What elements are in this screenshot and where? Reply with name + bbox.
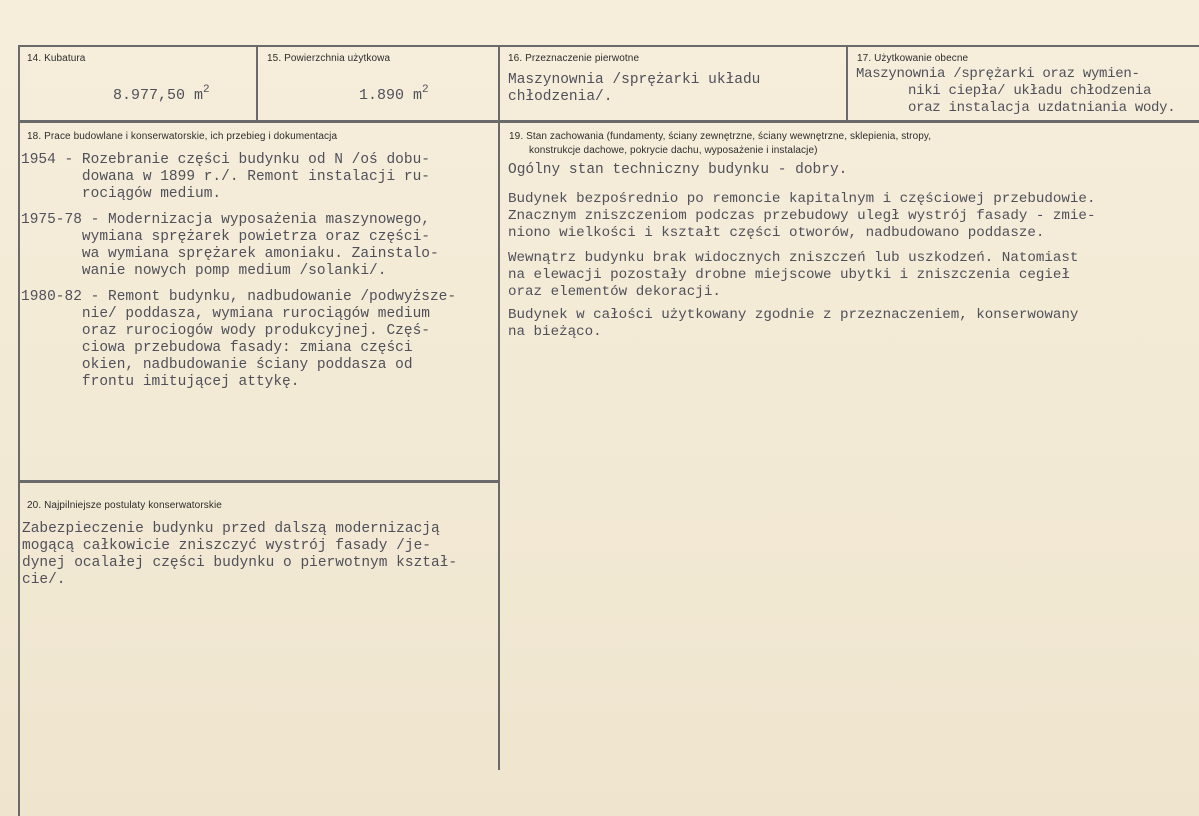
field-19-label-line-2: konstrukcje dachowe, pokrycie dachu, wyposażenie i instalacje) bbox=[529, 145, 818, 156]
row1-bottom-border bbox=[18, 120, 1199, 123]
field-16-line-2: chłodzenia/. bbox=[508, 89, 613, 105]
field-14-value bbox=[113, 84, 210, 104]
f19-p2-line-1: Budynek bezpośrednio po remoncie kapitalnym i częściowej przebudowie. bbox=[508, 191, 1096, 207]
left-border bbox=[18, 45, 20, 816]
entry-1954-line-1: 1954 - Rozebranie części budynku od N /oś dobu- bbox=[21, 152, 430, 168]
entry-1980-line-2: nie/ poddasza, wymiana rurociągów medium bbox=[21, 306, 430, 322]
top-border bbox=[18, 45, 1199, 47]
col-divider-3 bbox=[846, 45, 848, 122]
f20-line-1: Zabezpieczenie budynku przed dalszą modernizacją bbox=[22, 521, 440, 537]
section-divider bbox=[18, 480, 498, 483]
f19-p3-line-2: na elewacji pozostały drobne miejscowe ubytki i zniszczenia cegieł bbox=[508, 267, 1070, 283]
entry-1980-line-1: 1980-82 - Remont budynku, nadbudowanie /podwyższe- bbox=[21, 289, 457, 305]
field-15-value bbox=[359, 84, 429, 104]
field-14-value-text: 8.977,50 m bbox=[113, 87, 204, 104]
entry-1975-line-3: wa wymiana sprężarek amoniaku. Zainstalo- bbox=[21, 246, 439, 262]
entry-1980-line-5: okien, nadbudowanie ściany poddasza od bbox=[21, 357, 413, 373]
field-15-unit-sup: 2 bbox=[422, 84, 429, 96]
f19-p4-line-2: na bieżąco. bbox=[508, 324, 602, 340]
entry-1954-line-2: dowana w 1899 r./. Remont instalacji ru- bbox=[21, 169, 430, 185]
entry-1980-line-6: frontu imitującej attykę. bbox=[21, 374, 300, 390]
field-17-line-1: Maszynownia /sprężarki oraz wymien- bbox=[856, 66, 1140, 82]
entry-1975-line-1: 1975-78 - Modernizacja wyposażenia maszynowego, bbox=[21, 212, 430, 228]
field-17-line-3: oraz instalacja uzdatniania wody. bbox=[908, 100, 1176, 116]
f19-p3-line-1: Wewnątrz budynku brak widocznych zniszczeń lub uszkodzeń. Natomiast bbox=[508, 250, 1079, 266]
field-19-label-line-1: 19. Stan zachowania (fundamenty, ściany zewnętrzne, ściany wewnętrzne, sklepienia, stropy, bbox=[509, 131, 932, 142]
f19-p2-line-3: niono wielkości i kształt części otworów, nadbudowano poddasze. bbox=[508, 225, 1045, 241]
f19-p3-line-3: oraz elementów dekoracji. bbox=[508, 284, 721, 300]
field-18-label: 18. Prace budowlane i konserwatorskie, ich przebieg i dokumentacja bbox=[27, 131, 338, 142]
col-divider-2 bbox=[498, 45, 500, 770]
f19-p2-line-2: Znacznym zniszczeniom podczas przebudowy uległ wystrój fasady - zmie- bbox=[508, 208, 1096, 224]
f20-line-3: dynej ocalałej części budynku o pierwotnym kształ- bbox=[22, 555, 458, 571]
f19-p4-line-1: Budynek w całości użytkowany zgodnie z przeznaczeniem, konserwowany bbox=[508, 307, 1079, 323]
field-16-label: 16. Przeznaczenie pierwotne bbox=[508, 53, 640, 64]
field-15-label: 15. Powierzchnia użytkowa bbox=[267, 53, 391, 64]
f19-p1-line-1: Ogólny stan techniczny budynku - dobry. bbox=[508, 162, 848, 178]
col-divider-1 bbox=[256, 45, 258, 122]
field-14-unit-sup: 2 bbox=[203, 84, 210, 96]
field-16-line-1: Maszynownia /sprężarki układu bbox=[508, 72, 761, 88]
entry-1980-line-4: ciowa przebudowa fasady: zmiana części bbox=[21, 340, 413, 356]
field-14-label: 14. Kubatura bbox=[27, 53, 86, 64]
field-17-label: 17. Użytkowanie obecne bbox=[857, 53, 969, 64]
field-20-label: 20. Najpilniejsze postulaty konserwatorskie bbox=[27, 500, 222, 511]
field-17-line-2: niki ciepła/ układu chłodzenia bbox=[908, 83, 1152, 99]
entry-1975-line-2: wymiana sprężarek powietrza oraz części- bbox=[21, 229, 430, 245]
f20-line-2: mogącą całkowicie zniszczyć wystrój fasady /je- bbox=[22, 538, 431, 554]
field-15-value-text: 1.890 m bbox=[359, 87, 423, 104]
entry-1980-line-3: oraz rurociogów wody produkcyjnej. Częś- bbox=[21, 323, 430, 339]
f20-line-4: cie/. bbox=[22, 572, 66, 588]
entry-1975-line-4: wanie nowych pomp medium /solanki/. bbox=[21, 263, 387, 279]
entry-1954-line-3: rociągów medium. bbox=[21, 186, 222, 202]
